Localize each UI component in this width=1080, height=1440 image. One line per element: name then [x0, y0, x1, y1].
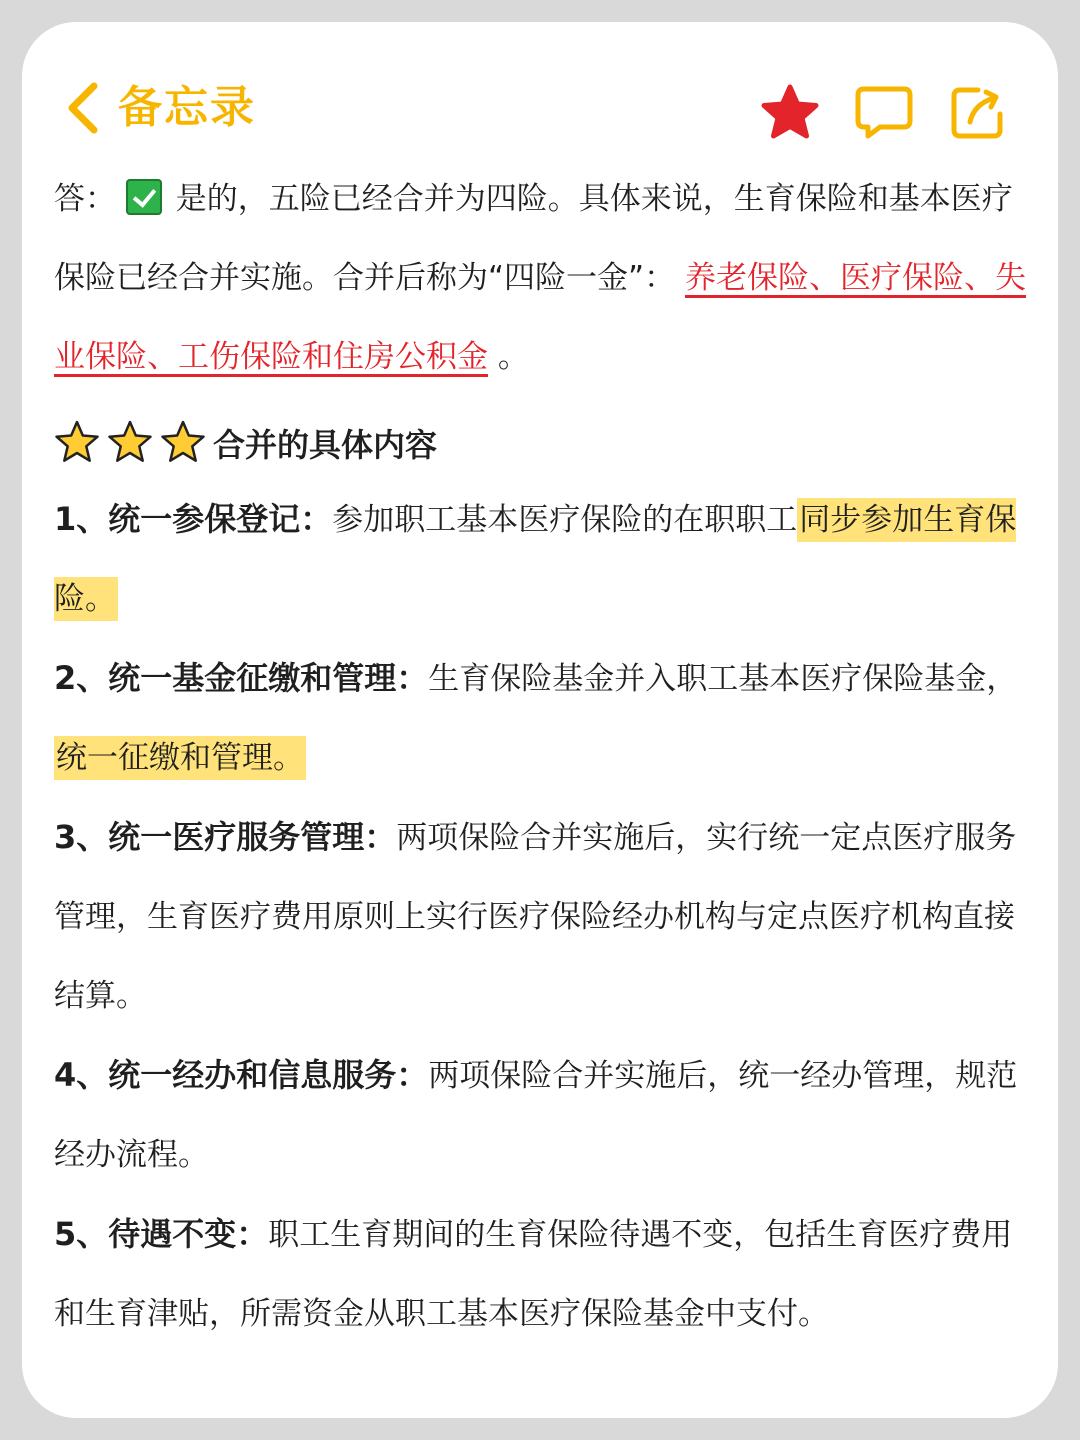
- page-title: 备忘录: [118, 82, 256, 133]
- item-text: 参加职工基本医疗保险的在职职工: [332, 502, 798, 538]
- nav-header: [22, 22, 1058, 172]
- item-label: 4、统一经办和信息服务：: [54, 1056, 429, 1094]
- chevron-left-icon: [62, 80, 104, 136]
- item-label: 3、统一医疗服务管理：: [54, 818, 397, 856]
- list-item: [54, 798, 1039, 1036]
- chat-bubble-icon: [854, 84, 914, 140]
- item-label: 2、统一基金征缴和管理：: [54, 659, 429, 697]
- back-button[interactable]: [62, 80, 104, 136]
- list-item: [54, 1036, 1039, 1195]
- intro-paragraph: [54, 160, 1039, 397]
- star-emoji-icon: [160, 419, 206, 465]
- item-text: 生育保险基金并入职工基本医疗保险基金，: [428, 661, 1018, 697]
- favorite-button[interactable]: [760, 84, 820, 140]
- note-body: [54, 160, 1039, 1354]
- list-item: [54, 639, 1039, 798]
- item-highlight: 统一征缴和管理。: [54, 736, 306, 780]
- item-highlight: 同步参加生育保险。: [54, 498, 1016, 621]
- star-icon: [760, 84, 820, 140]
- item-text: 职工生育期间的生育保险待遇不变，包括生育医疗费用和生育津贴，所需资金从职工基本医疗保险基金中支付。: [54, 1217, 1013, 1332]
- section-title: 合并的具体内容: [213, 426, 438, 464]
- check-box-icon: [126, 179, 162, 215]
- intro-text: 是的，五险已经合并为四险。具体来说，生育保险和基本医疗保险已经合并实施。合并后称为“四险一金”：: [54, 181, 1013, 296]
- star-emoji-icon: [107, 419, 153, 465]
- share-button[interactable]: [948, 84, 1008, 140]
- star-emoji-icon: [54, 419, 100, 465]
- comment-button[interactable]: [854, 84, 914, 140]
- list-item: [54, 480, 1039, 639]
- note-card: [22, 22, 1058, 1418]
- item-text: 两项保险合并实施后，实行统一定点医疗服务管理，生育医疗费用原则上实行医疗保险经办机构与定点医疗机构直接结算。: [54, 820, 1017, 1014]
- item-label: 1、统一参保登记：: [54, 500, 333, 538]
- list-item: [54, 1195, 1039, 1354]
- share-edit-icon: [948, 84, 1008, 140]
- answer-prefix: 答：: [54, 181, 116, 217]
- insurance-list-link[interactable]: 养老保险、医疗保险、失业保险、工伤保险和住房公积金: [54, 260, 1026, 375]
- intro-suffix: 。: [497, 339, 529, 375]
- item-text: 两项保险合并实施后，统一经办管理，规范经办流程。: [54, 1058, 1018, 1173]
- item-label: 5、待遇不变：: [54, 1215, 269, 1253]
- section-heading: [54, 415, 1039, 475]
